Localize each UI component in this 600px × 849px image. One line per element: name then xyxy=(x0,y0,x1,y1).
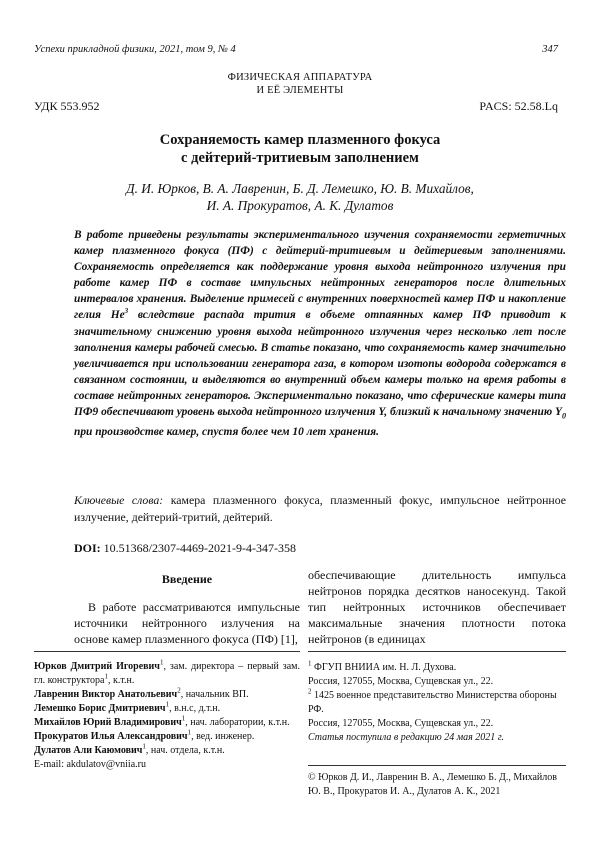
affiliation-2-address: Россия, 127055, Москва, Сущевская ул., 22. xyxy=(308,718,494,729)
helium-superscript: 3 xyxy=(124,307,129,316)
doi xyxy=(74,541,296,556)
received-date: Статья поступила в редакцию 24 мая 2021 г. xyxy=(308,732,505,743)
article-title-line1: Сохраняемость камер плазменного фокуса xyxy=(159,132,441,148)
bio-entry: Юрков Дмитрий Игоревич$^1$, зам. директора – первый зам. гл. конструктора$^1$, к.т.н. xyxy=(34,658,301,686)
footnote-divider-left xyxy=(34,651,300,652)
pacs-code: PACS: 52.58.Lq xyxy=(479,99,558,113)
section-heading xyxy=(0,71,600,97)
affiliation-1-address: Россия, 127055, Москва, Сущевская ул., 22. xyxy=(308,676,494,687)
abstract-part3: при производстве камер, спустя более чем 10 лет хранения. xyxy=(74,426,379,439)
introduction-heading: Введение xyxy=(161,572,213,586)
keywords xyxy=(74,492,566,526)
abstract-part1: В работе приведены результаты экспериментального изучения сохраняемости герметичных камер плазменного фокуса (ПФ) с дейтерий-тритиевым и дейтериевым заполнениями. Сохраняемость определяется как поддержание уровня выхода нейтронного излучения при работе камер ПФ в составе импульсных нейтронных генераторов после длительных интервалов хранения. Выделение примесей с внутренних поверхностей камер ПФ и накопление гелия He xyxy=(74,229,566,322)
doi-label: DOI: xyxy=(74,541,101,555)
journal-citation: Успехи прикладной физики, 2021, том 9, № 4 xyxy=(34,44,236,55)
bio-entry: Лемешко Борис Дмитриевич$^1$, в.н.с, д.т.н. xyxy=(34,700,221,714)
keywords-text: камера плазменного фокуса, плазменный фокус, импульсное нейтронное излучение, дейтерий-тритий, дейтерий. xyxy=(74,493,566,524)
affiliations xyxy=(308,661,566,745)
section-heading-line2: И ЕЁ ЭЛЕМЕНТЫ xyxy=(256,85,344,96)
affiliation-1: $^1$ ФГУП ВНИИА им. Н. Л. Духова. xyxy=(308,659,457,673)
footnote-divider-right xyxy=(308,651,566,652)
copyright: © Юрков Д. И., Лавренин В. А., Лемешко Б. Д., Михайлов Ю. В., Прокуратов И. А., Дулатов А. К., 2021 xyxy=(308,772,557,797)
abstract-part2: вследствие распада трития в объеме отпаянных камер ПФ приводит к значительному снижению уровня выхода нейтронного излучения через несколько лет после заполнения камеры рабочей смесью. В статье показано, что сохраняемость камер значительно увеличивается при использовании генератора газа, в котором изотопы водорода содержатся в связанном состоянии, и выделяются во внутренний объем камеры только на время работы в составе нейтронных генераторов. Экспериментально показано, что сферические камеры типа ПФ9 обеспечивают уровень выхода нейтронного излучения Y, близкий к начальному значению Y xyxy=(74,309,566,419)
author-list-line1: Д. И. Юрков, В. А. Лавренин, Б. Д. Лемешко, Ю. В. Михайлов, xyxy=(126,181,474,196)
doi-link[interactable]: 10.51368/2307-4469-2021-9-4-347-358 xyxy=(100,541,296,555)
y-subscript: 0 xyxy=(562,411,566,421)
abstract xyxy=(74,227,566,441)
udk-code: УДК 553.952 xyxy=(34,99,100,113)
keywords-label: Ключевые слова: xyxy=(74,493,164,507)
copyright-divider xyxy=(308,765,566,766)
introduction-left-text: В работе рассматриваются импульсные источники нейтронного излучения на основе камер плазменного фокуса (ПФ) [1], xyxy=(74,600,300,646)
section-heading-line1: ФИЗИЧЕСКАЯ АППАРАТУРА xyxy=(227,72,373,83)
article-title xyxy=(0,131,600,167)
page-number: 347 xyxy=(542,44,558,55)
bio-entry: Лавренин Виктор Анатольевич$^2$, начальник ВП. xyxy=(34,686,249,700)
author-list-line2: И. А. Прокуратов, А. К. Дулатов xyxy=(206,198,394,213)
bio-entry: Дулатов Али Каюмович$^1$, нач. отдела, к.т.н. xyxy=(34,742,225,756)
bio-entry: Прокуратов Илья Александрович$^1$, вед. инженер. xyxy=(34,728,255,742)
author-list xyxy=(0,180,600,214)
introduction-right-text: обеспечивающие длительность импульса нейтронов порядка десятков наносекунд. Такой тип нейтронных источников обеспечивает максимальные значения плотности потока нейтронов (в единицах xyxy=(308,568,566,646)
affiliation-2: $^2$ 1425 военное представительство Министерства обороны РФ. xyxy=(308,687,557,715)
author-bios xyxy=(34,660,300,772)
article-title-line2: с дейтерий-тритиевым заполнением xyxy=(181,150,419,166)
bio-entry: Михайлов Юрий Владимирович$^1$, нач. лаборатории, к.т.н. xyxy=(34,714,290,728)
author-email[interactable]: E-mail: akdulatov@vniia.ru xyxy=(34,759,146,770)
